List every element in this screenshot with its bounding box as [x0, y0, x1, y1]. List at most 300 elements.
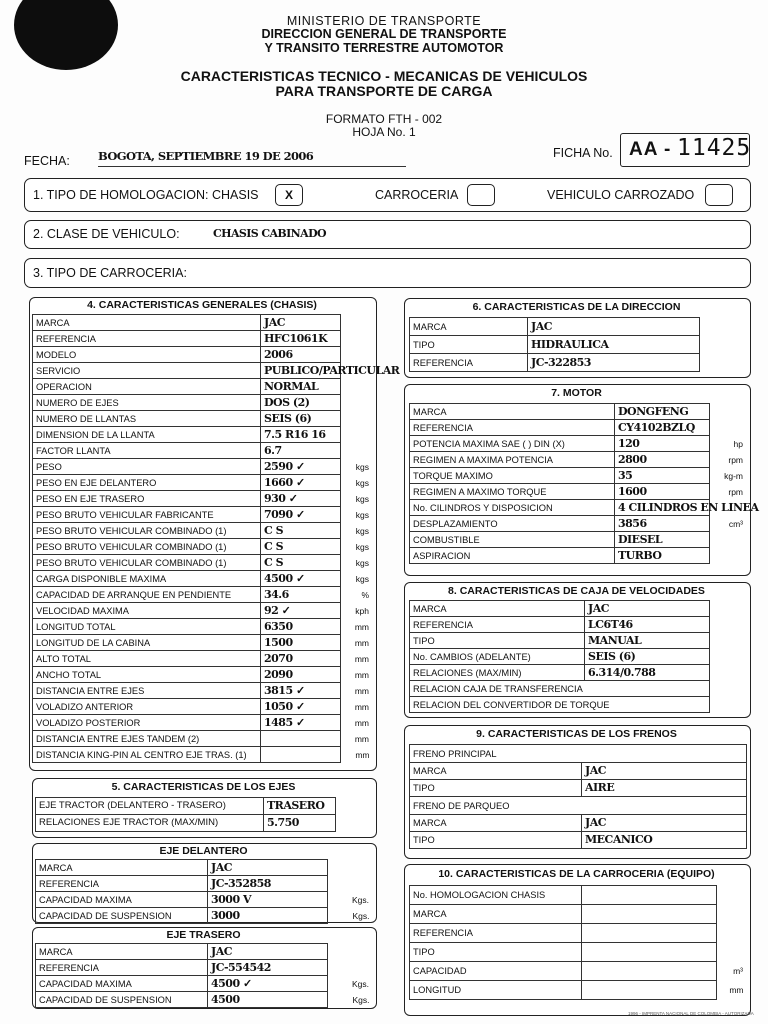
row-value[interactable]: MANUAL — [585, 633, 710, 649]
row-label: DESPLAZAMIENTO — [410, 516, 615, 532]
row-label: FACTOR LLANTA — [33, 443, 261, 459]
row-unit — [710, 548, 747, 564]
section-4-title: 4. CARACTERISTICAS GENERALES (CHASIS) — [87, 299, 317, 311]
row-unit — [341, 427, 373, 443]
row-unit: mm — [354, 733, 369, 744]
table-row — [36, 960, 373, 976]
chasis-checkbox[interactable]: X — [275, 184, 303, 206]
row-label: LONGITUD — [410, 981, 582, 1000]
ejes-table — [35, 797, 336, 832]
homologacion-label: 1. TIPO DE HOMOLOGACION: CHASIS — [33, 188, 259, 202]
row-value[interactable] — [261, 747, 341, 763]
row-unit: rpm — [728, 486, 743, 497]
table-row — [33, 331, 373, 347]
table-row — [33, 667, 373, 683]
row-label: EJE TRACTOR (DELANTERO - TRASERO) — [36, 798, 264, 815]
row-unit — [710, 404, 747, 420]
row-label: REFERENCIA — [410, 924, 582, 943]
row-value[interactable]: 120 — [615, 436, 710, 452]
section-9-title: 9. CARACTERISTICAS DE LOS FRENOS — [476, 728, 677, 740]
row-label: REFERENCIA — [33, 331, 261, 347]
table-row — [33, 347, 373, 363]
row-value[interactable]: C S — [261, 523, 341, 539]
table-row — [33, 555, 373, 571]
table-row — [410, 404, 747, 420]
vehiculo-carrozado-checkbox[interactable] — [705, 184, 733, 206]
eje-trasero-table — [35, 943, 373, 1008]
row-value[interactable]: SEIS (6) — [585, 649, 710, 665]
row-label: DISTANCIA ENTRE EJES TANDEM (2) — [33, 731, 261, 747]
table-row — [33, 491, 373, 507]
row-value[interactable]: 1660 ✓ — [261, 475, 341, 491]
row-label: VOLADIZO ANTERIOR — [33, 699, 261, 715]
ficha-number: 11425 — [677, 135, 752, 161]
row-label: ALTO TOTAL — [33, 651, 261, 667]
row-value[interactable]: CY4102BZLQ — [615, 420, 710, 436]
row-label: REFERENCIA — [36, 960, 208, 976]
table-row — [36, 860, 373, 876]
row-label: CAPACIDAD DE SUSPENSION — [36, 992, 208, 1008]
row-value[interactable]: JC-322853 — [528, 354, 700, 372]
row-label: DISTANCIA KING-PIN AL CENTRO EJE TRAS. (1) — [33, 747, 261, 763]
row-value[interactable]: 92 ✓ — [261, 603, 341, 619]
row-unit: cm³ — [728, 518, 743, 529]
table-row — [36, 976, 373, 992]
row-label: MARCA — [410, 815, 582, 832]
row-unit — [341, 395, 373, 411]
row-unit — [710, 420, 747, 436]
row-value[interactable]: 3000 V — [208, 892, 328, 908]
table-row — [33, 571, 373, 587]
fecha-label: FECHA: — [24, 154, 70, 168]
row-label: REGIMEN A MAXIMO TORQUE — [410, 484, 615, 500]
table-row — [410, 452, 747, 468]
row-label: CARGA DISPONIBLE MAXIMA — [33, 571, 261, 587]
table-row — [410, 436, 747, 452]
row-label: RELACIONES EJE TRACTOR (MAX/MIN) — [36, 815, 264, 832]
table-row — [410, 548, 747, 564]
table-row — [36, 992, 373, 1008]
carroceria-table — [409, 885, 747, 1000]
row-value[interactable]: HFC1061K — [261, 331, 341, 347]
table-row — [36, 798, 336, 815]
row-label: MARCA — [36, 860, 208, 876]
table-row — [410, 633, 710, 649]
row-unit — [717, 905, 747, 924]
row-label: CAPACIDAD MAXIMA — [36, 976, 208, 992]
row-label: MARCA — [33, 315, 261, 331]
row-unit — [341, 315, 373, 331]
eje-delantero-title: EJE DELANTERO — [159, 845, 248, 857]
row-value[interactable]: 2006 — [261, 347, 341, 363]
section-2 — [24, 220, 751, 249]
row-unit — [717, 886, 747, 905]
table-row — [410, 943, 747, 962]
row-label: REGIMEN A MAXIMA POTENCIA — [410, 452, 615, 468]
table-row — [410, 516, 747, 532]
table-row — [33, 715, 373, 731]
table-row — [410, 905, 747, 924]
table-row — [33, 459, 373, 475]
row-label: MODELO — [33, 347, 261, 363]
row-unit: kgs — [355, 525, 369, 536]
row-label: ANCHO TOTAL — [33, 667, 261, 683]
table-row — [33, 539, 373, 555]
row-label: LONGITUD DE LA CABINA — [33, 635, 261, 651]
row-value[interactable]: TRASERO — [264, 798, 336, 815]
table-row — [410, 924, 747, 943]
row-label: CAPACIDAD — [410, 962, 582, 981]
vehiculo-carrozado-label: VEHICULO CARROZADO — [547, 188, 695, 202]
row-label: ASPIRACION — [410, 548, 615, 564]
table-row — [33, 699, 373, 715]
row-value[interactable]: 7.5 R16 16 — [261, 427, 341, 443]
row-label: REFERENCIA — [410, 617, 585, 633]
frenos-table — [409, 744, 747, 849]
row-value[interactable]: 2090 — [261, 667, 341, 683]
row-value[interactable]: SEIS (6) — [261, 411, 341, 427]
carroceria-checkbox[interactable] — [467, 184, 495, 206]
row-unit: Kgs. — [351, 978, 369, 989]
row-unit — [710, 532, 747, 548]
row-value[interactable]: JAC — [582, 815, 747, 832]
row-value[interactable]: JAC — [582, 763, 747, 780]
table-row — [410, 420, 747, 436]
row-unit: kgs — [355, 461, 369, 472]
row-value[interactable] — [582, 981, 717, 1000]
section-3 — [24, 258, 751, 288]
row-unit: hp — [733, 438, 743, 449]
row-unit — [717, 924, 747, 943]
row-value[interactable]: 3000 — [208, 908, 328, 924]
table-row — [410, 336, 700, 354]
row-unit: % — [361, 589, 369, 600]
row-unit: mm — [354, 653, 369, 664]
row-value[interactable]: JAC — [528, 318, 700, 336]
table-row — [410, 500, 747, 516]
row-value[interactable]: TURBO — [615, 548, 710, 564]
table-row — [36, 908, 373, 924]
table-row — [410, 797, 747, 815]
row-unit: kgs — [355, 509, 369, 520]
row-label: PESO EN EJE TRASERO — [33, 491, 261, 507]
clase-vehiculo-label: 2. CLASE DE VEHICULO: — [33, 227, 180, 241]
row-value[interactable] — [582, 886, 717, 905]
row-value[interactable]: 4500 ✓ — [261, 571, 341, 587]
row-unit: m³ — [733, 966, 743, 976]
eje-delantero-table — [35, 859, 373, 924]
table-row — [410, 354, 700, 372]
row-value[interactable]: JC-554542 — [208, 960, 328, 976]
row-label: TORQUE MAXIMO — [410, 468, 615, 484]
row-label: PESO EN EJE DELANTERO — [33, 475, 261, 491]
row-label: COMBUSTIBLE — [410, 532, 615, 548]
row-unit: mm — [354, 637, 369, 648]
row-label: VELOCIDAD MAXIMA — [33, 603, 261, 619]
row-label: DISTANCIA ENTRE EJES — [33, 683, 261, 699]
row-value[interactable]: DONGFENG — [615, 404, 710, 420]
row-label: NUMERO DE LLANTAS — [33, 411, 261, 427]
row-value[interactable]: PUBLICO/PARTICULAR — [261, 363, 341, 379]
form-title-1: CARACTERISTICAS TECNICO - MECANICAS DE VEHICULOS — [180, 68, 588, 84]
table-row — [33, 315, 373, 331]
row-unit: mm — [729, 985, 744, 995]
table-row — [410, 601, 710, 617]
row-label: POTENCIA MAXIMA SAE ( ) DIN (X) — [410, 436, 615, 452]
row-value[interactable]: 930 ✓ — [261, 491, 341, 507]
row-label: PESO BRUTO VEHICULAR FABRICANTE — [33, 507, 261, 523]
row-label: SERVICIO — [33, 363, 261, 379]
row-value[interactable] — [582, 943, 717, 962]
table-row — [33, 395, 373, 411]
row-unit: mm — [354, 701, 369, 712]
table-row — [36, 876, 373, 892]
section-8-title: 8. CARACTERISTICAS DE CAJA DE VELOCIDADES — [448, 585, 705, 597]
row-value[interactable]: 1485 ✓ — [261, 715, 341, 731]
row-unit: mm — [354, 621, 369, 632]
table-row — [33, 635, 373, 651]
row-value[interactable]: JAC — [208, 944, 328, 960]
row-unit — [328, 944, 373, 960]
row-unit — [328, 876, 373, 892]
row-label: TIPO — [410, 336, 528, 354]
section-7-title: 7. MOTOR — [551, 387, 602, 399]
table-row — [410, 745, 747, 763]
row-label: LONGITUD TOTAL — [33, 619, 261, 635]
table-row — [33, 587, 373, 603]
row-label: PESO BRUTO VEHICULAR COMBINADO (1) — [33, 539, 261, 555]
row-value[interactable]: JAC — [585, 601, 710, 617]
row-label: CAPACIDAD DE ARRANQUE EN PENDIENTE — [33, 587, 261, 603]
eje-trasero-title: EJE TRASERO — [166, 929, 241, 941]
table-row — [410, 763, 747, 780]
row-label: REFERENCIA — [410, 420, 615, 436]
table-row — [33, 475, 373, 491]
row-value[interactable]: 1050 ✓ — [261, 699, 341, 715]
chasis-table — [32, 314, 400, 763]
row-value[interactable]: 34.6 — [261, 587, 341, 603]
row-value[interactable] — [582, 962, 717, 981]
row-unit: Kgs. — [352, 994, 370, 1005]
row-label: CAPACIDAD DE SUSPENSION — [36, 908, 208, 924]
formato-code: FORMATO FTH - 002 — [325, 112, 443, 126]
row-value[interactable]: 6.7 — [261, 443, 341, 459]
row-unit: mm — [354, 717, 369, 728]
row-unit: rpm — [728, 454, 743, 465]
row-value[interactable]: C S — [261, 539, 341, 555]
row-unit — [717, 943, 747, 962]
row-unit: Kgs. — [352, 910, 370, 921]
row-label: TIPO — [410, 780, 582, 797]
caja-table — [409, 600, 710, 713]
row-label: FRENO DE PARQUEO — [410, 797, 747, 815]
row-label: MARCA — [410, 404, 615, 420]
row-label: No. CILINDROS Y DISPOSICION — [410, 500, 615, 516]
table-row — [410, 681, 710, 697]
table-row — [33, 523, 373, 539]
row-unit: mm — [355, 749, 370, 760]
row-value[interactable]: NORMAL — [261, 379, 341, 395]
table-row — [33, 603, 373, 619]
hoja-number: HOJA No. 1 — [352, 125, 416, 139]
form-title-2: PARA TRANSPORTE DE CARGA — [275, 83, 493, 99]
section-6-title: 6. CARACTERISTICAS DE LA DIRECCION — [472, 301, 681, 313]
row-label: FRENO PRINCIPAL — [410, 745, 747, 763]
row-value[interactable]: AIRE — [582, 780, 747, 797]
row-value[interactable]: 4500 — [208, 992, 328, 1008]
row-label: MARCA — [410, 905, 582, 924]
row-unit: kg-m — [724, 470, 743, 481]
row-value[interactable]: 1500 — [261, 635, 341, 651]
row-unit: kgs — [355, 493, 369, 504]
row-value[interactable]: 1600 — [615, 484, 710, 500]
table-row — [410, 468, 747, 484]
section-1 — [24, 178, 751, 212]
row-label: PESO — [33, 459, 261, 475]
row-label: MARCA — [410, 318, 528, 336]
row-label: DIMENSION DE LA LLANTA — [33, 427, 261, 443]
row-unit: kph — [355, 605, 369, 616]
row-value[interactable]: 7090 ✓ — [261, 507, 341, 523]
tipo-carroceria-label: 3. TIPO DE CARROCERIA: — [33, 266, 187, 280]
table-row — [33, 683, 373, 699]
row-label: RELACION CAJA DE TRANSFERENCIA — [410, 681, 710, 697]
row-unit: kgs — [355, 573, 369, 584]
row-label: MARCA — [410, 763, 582, 780]
row-unit — [328, 960, 373, 976]
row-value[interactable]: C S — [261, 555, 341, 571]
row-value[interactable]: DIESEL — [615, 532, 710, 548]
row-unit: kgs — [355, 477, 369, 488]
row-label: PESO BRUTO VEHICULAR COMBINADO (1) — [33, 523, 261, 539]
table-row — [33, 747, 373, 763]
table-row — [410, 318, 700, 336]
row-unit — [341, 411, 373, 427]
table-row — [410, 886, 747, 905]
row-unit — [341, 379, 373, 395]
table-row — [410, 697, 710, 713]
row-unit — [328, 860, 373, 876]
row-value[interactable]: 5.750 — [264, 815, 336, 832]
row-value[interactable]: HIDRAULICA — [528, 336, 700, 354]
print-footer: 1996 - IMPRENTA NACIONAL DE COLOMBIA - AUTORIZADA — [628, 1011, 754, 1016]
carroceria-label: CARROCERIA — [375, 188, 459, 202]
section-10-title: 10. CARACTERISTICAS DE LA CARROCERIA (EQUIPO) — [438, 868, 715, 880]
row-label: PESO BRUTO VEHICULAR COMBINADO (1) — [33, 555, 261, 571]
row-label: No. CAMBIOS (ADELANTE) — [410, 649, 585, 665]
row-value[interactable]: 6350 — [261, 619, 341, 635]
row-value[interactable]: JC-352858 — [208, 876, 328, 892]
table-row — [36, 944, 373, 960]
row-label: REFERENCIA — [410, 354, 528, 372]
row-label: TIPO — [410, 633, 585, 649]
row-value[interactable]: DOS (2) — [261, 395, 341, 411]
row-label: TIPO — [410, 943, 582, 962]
row-label: VOLADIZO POSTERIOR — [33, 715, 261, 731]
row-value[interactable]: 6.314/0.788 — [585, 665, 710, 681]
row-value[interactable]: 2590 ✓ — [261, 459, 341, 475]
row-label: REFERENCIA — [36, 876, 208, 892]
row-label: OPERACION — [33, 379, 261, 395]
table-row — [33, 379, 373, 395]
row-value[interactable]: MECANICO — [582, 832, 747, 849]
direccion-table — [409, 317, 700, 372]
row-value[interactable]: 3815 ✓ — [261, 683, 341, 699]
table-row — [33, 363, 373, 379]
section-5-title: 5. CARACTERISTICAS DE LOS EJES — [111, 781, 296, 793]
direction-line: DIRECCION GENERAL DE TRANSPORTE — [261, 27, 507, 41]
row-value[interactable]: LC6T46 — [585, 617, 710, 633]
row-unit: Kgs. — [351, 894, 369, 905]
row-unit: kgs — [355, 541, 369, 552]
table-row — [36, 892, 373, 908]
row-value[interactable]: 3856 — [615, 516, 710, 532]
row-unit: mm — [354, 685, 369, 696]
table-row — [410, 649, 710, 665]
row-unit: mm — [354, 669, 369, 680]
table-row — [410, 981, 747, 1000]
table-row — [410, 484, 747, 500]
row-unit — [341, 443, 373, 459]
table-row — [33, 651, 373, 667]
table-row — [410, 832, 747, 849]
ficha-label: FICHA No. — [553, 146, 613, 160]
row-value[interactable]: JAC — [208, 860, 328, 876]
row-value[interactable]: 2800 — [615, 452, 710, 468]
motor-table — [409, 403, 759, 564]
transit-line: Y TRANSITO TERRESTRE AUTOMOTOR — [264, 41, 504, 55]
clase-vehiculo-value: CHASIS CABINADO — [213, 227, 326, 240]
fecha-value: BOGOTA, SEPTIEMBRE 19 DE 2006 — [98, 149, 406, 167]
row-label: MARCA — [410, 601, 585, 617]
table-row — [410, 665, 710, 681]
table-row — [33, 443, 373, 459]
row-unit — [341, 331, 373, 347]
table-row — [33, 411, 373, 427]
row-value[interactable] — [582, 924, 717, 943]
row-value[interactable]: 4 CILINDROS EN LINEA — [615, 500, 710, 516]
row-value[interactable]: JAC — [261, 315, 341, 331]
row-label: CAPACIDAD MAXIMA — [36, 892, 208, 908]
table-row — [410, 532, 747, 548]
row-label: MARCA — [36, 944, 208, 960]
table-row — [410, 815, 747, 832]
row-label: TIPO — [410, 832, 582, 849]
ministry-line: MINISTERIO DE TRANSPORTE — [286, 14, 482, 28]
ficha-box — [620, 133, 750, 167]
row-label: RELACION DEL CONVERTIDOR DE TORQUE — [410, 697, 710, 713]
table-row — [33, 619, 373, 635]
row-label: RELACIONES (MAX/MIN) — [410, 665, 585, 681]
row-label: NUMERO DE EJES — [33, 395, 261, 411]
table-row — [410, 617, 710, 633]
table-row — [410, 962, 747, 981]
table-row — [410, 780, 747, 797]
table-row — [33, 731, 373, 747]
table-row — [33, 507, 373, 523]
row-value[interactable]: 4500 ✓ — [208, 976, 328, 992]
row-label: No. HOMOLOGACION CHASIS — [410, 886, 582, 905]
row-value[interactable]: 35 — [615, 468, 710, 484]
ficha-prefix: AA - — [629, 139, 672, 160]
row-value[interactable] — [582, 905, 717, 924]
row-unit — [341, 347, 373, 363]
table-row — [36, 815, 336, 832]
row-value[interactable] — [261, 731, 341, 747]
row-value[interactable]: 2070 — [261, 651, 341, 667]
row-unit: kgs — [355, 557, 369, 568]
table-row — [33, 427, 373, 443]
